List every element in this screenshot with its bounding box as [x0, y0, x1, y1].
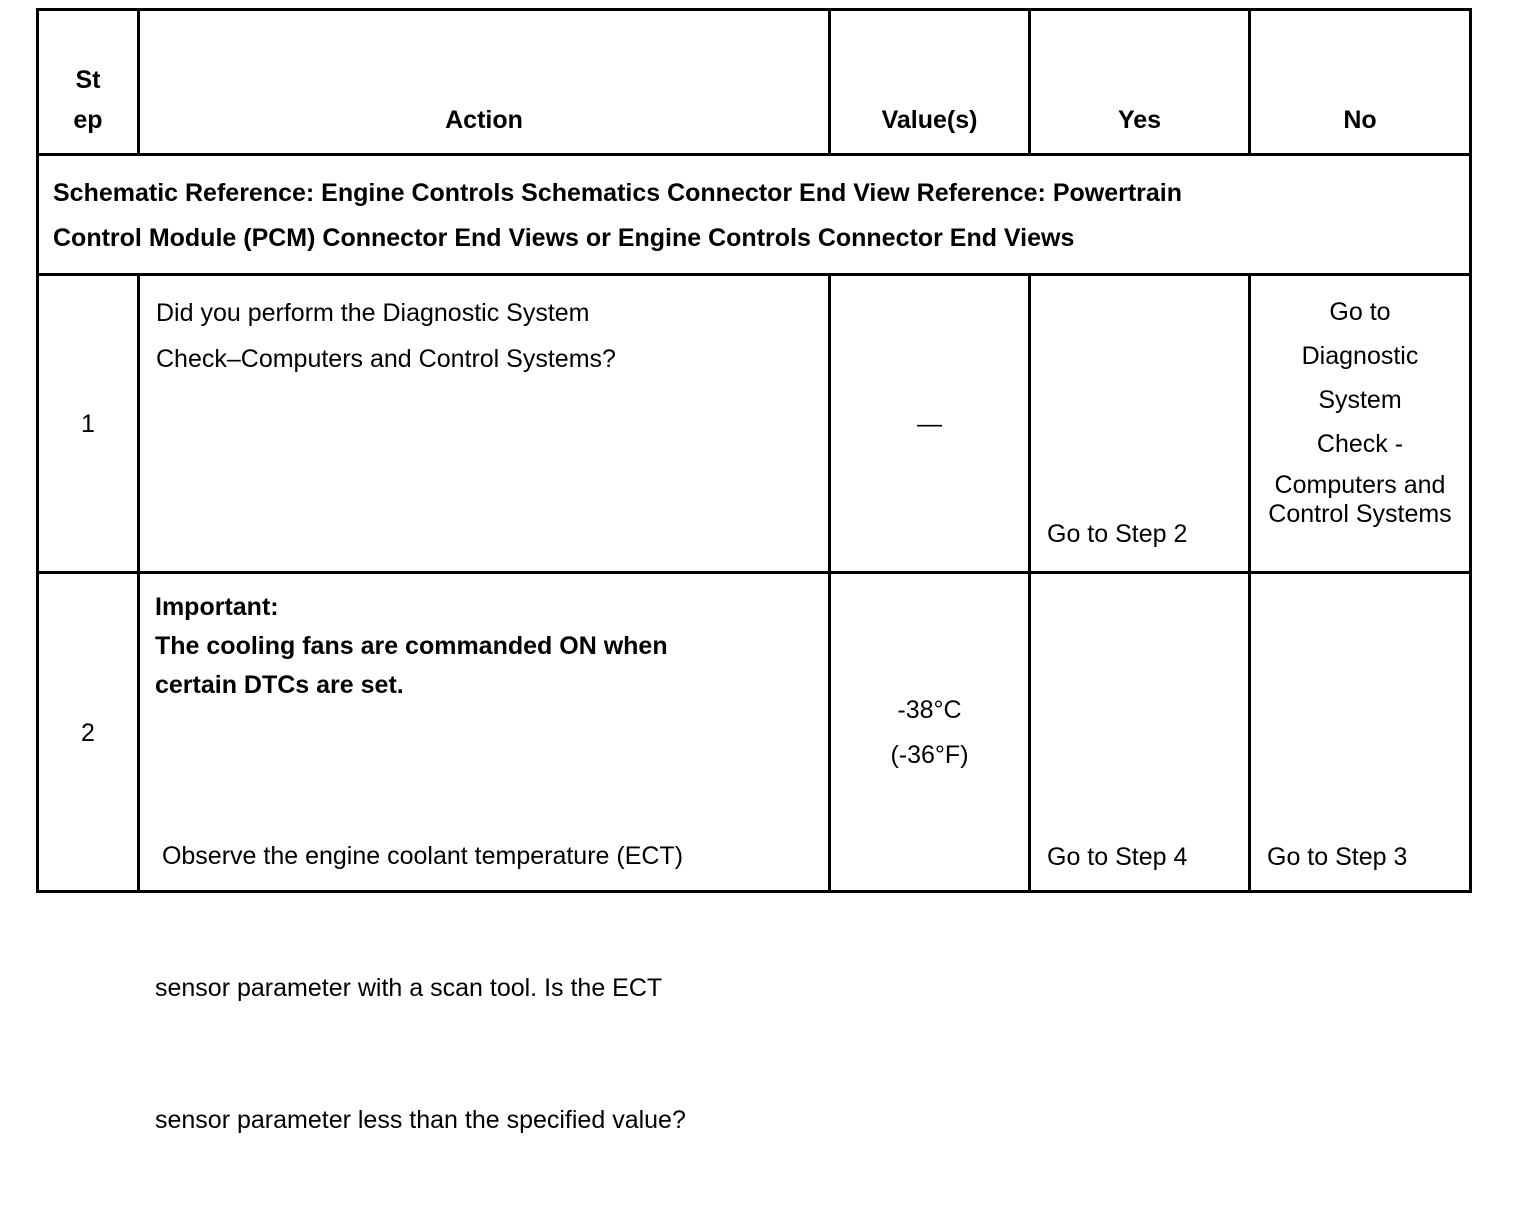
row1-action: [156, 290, 816, 382]
row2-important-line2: certain DTCs are set.: [155, 671, 404, 699]
diagnostic-table: [36, 8, 1472, 1134]
row2-important-line1: The cooling fans are commanded ON when: [155, 632, 668, 660]
row2-action-line2: sensor parameter with a scan tool. Is the ECT: [155, 974, 663, 1002]
row1-no-line6: Control Systems: [1268, 500, 1452, 528]
table-border-right: [1469, 8, 1472, 893]
row2-no: Go to Step 3: [1267, 843, 1408, 871]
row1-no-line5: Computers and: [1274, 471, 1446, 499]
row2-important-note: [155, 588, 815, 705]
reference-divider: [36, 273, 1472, 276]
column-divider-values: [1028, 273, 1031, 893]
table-border-left: [36, 8, 39, 893]
header-values: Value(s): [881, 106, 978, 134]
row2-value-celsius: -38°C: [897, 696, 962, 724]
row2-action-line1: Observe the engine coolant temperature (ECT): [155, 842, 684, 870]
header-step-line1: St: [75, 66, 101, 94]
row1-yes: Go to Step 2: [1047, 520, 1188, 548]
row1-value: —: [917, 410, 942, 438]
column-divider-action: [828, 273, 831, 893]
header-step: [39, 60, 137, 140]
schematic-reference: [53, 171, 1463, 261]
row2-yes: Go to Step 4: [1047, 843, 1188, 871]
row2-value: [831, 688, 1028, 778]
reference-line1: Schematic Reference: Engine Controls Schematics Connector End View Reference: Powertrain: [53, 179, 1183, 207]
row2-important-label: Important:: [155, 593, 279, 621]
row1-no-line1: Go to: [1329, 298, 1391, 326]
row2-step: 2: [81, 719, 95, 747]
row1-no-line3: System: [1318, 386, 1402, 414]
row1-step: 1: [81, 410, 95, 438]
header-divider: [36, 153, 1472, 156]
header-step-line2: ep: [73, 106, 103, 134]
row1-action-line1: Did you perform the Diagnostic System: [156, 299, 590, 327]
row1-no-line2: Diagnostic: [1301, 342, 1419, 370]
header-no: No: [1343, 106, 1377, 134]
header-yes: Yes: [1117, 106, 1162, 134]
reference-line2: Control Module (PCM) Connector End Views or Engine Controls Connector End Views: [53, 224, 1075, 252]
row1-action-line2: Check–Computers and Control Systems?: [156, 345, 616, 373]
row2-action: [155, 746, 820, 1230]
row-divider: [36, 571, 1472, 574]
header-action: Action: [445, 106, 523, 134]
table-border-top: [36, 8, 1472, 11]
column-divider-step: [137, 273, 140, 893]
row1-no-line4: Check -: [1316, 430, 1404, 458]
row2-action-line3: sensor parameter less than the specified value?: [155, 1106, 686, 1134]
row1-no: [1251, 290, 1469, 528]
row2-value-fahrenheit: (-36°F): [890, 741, 969, 769]
